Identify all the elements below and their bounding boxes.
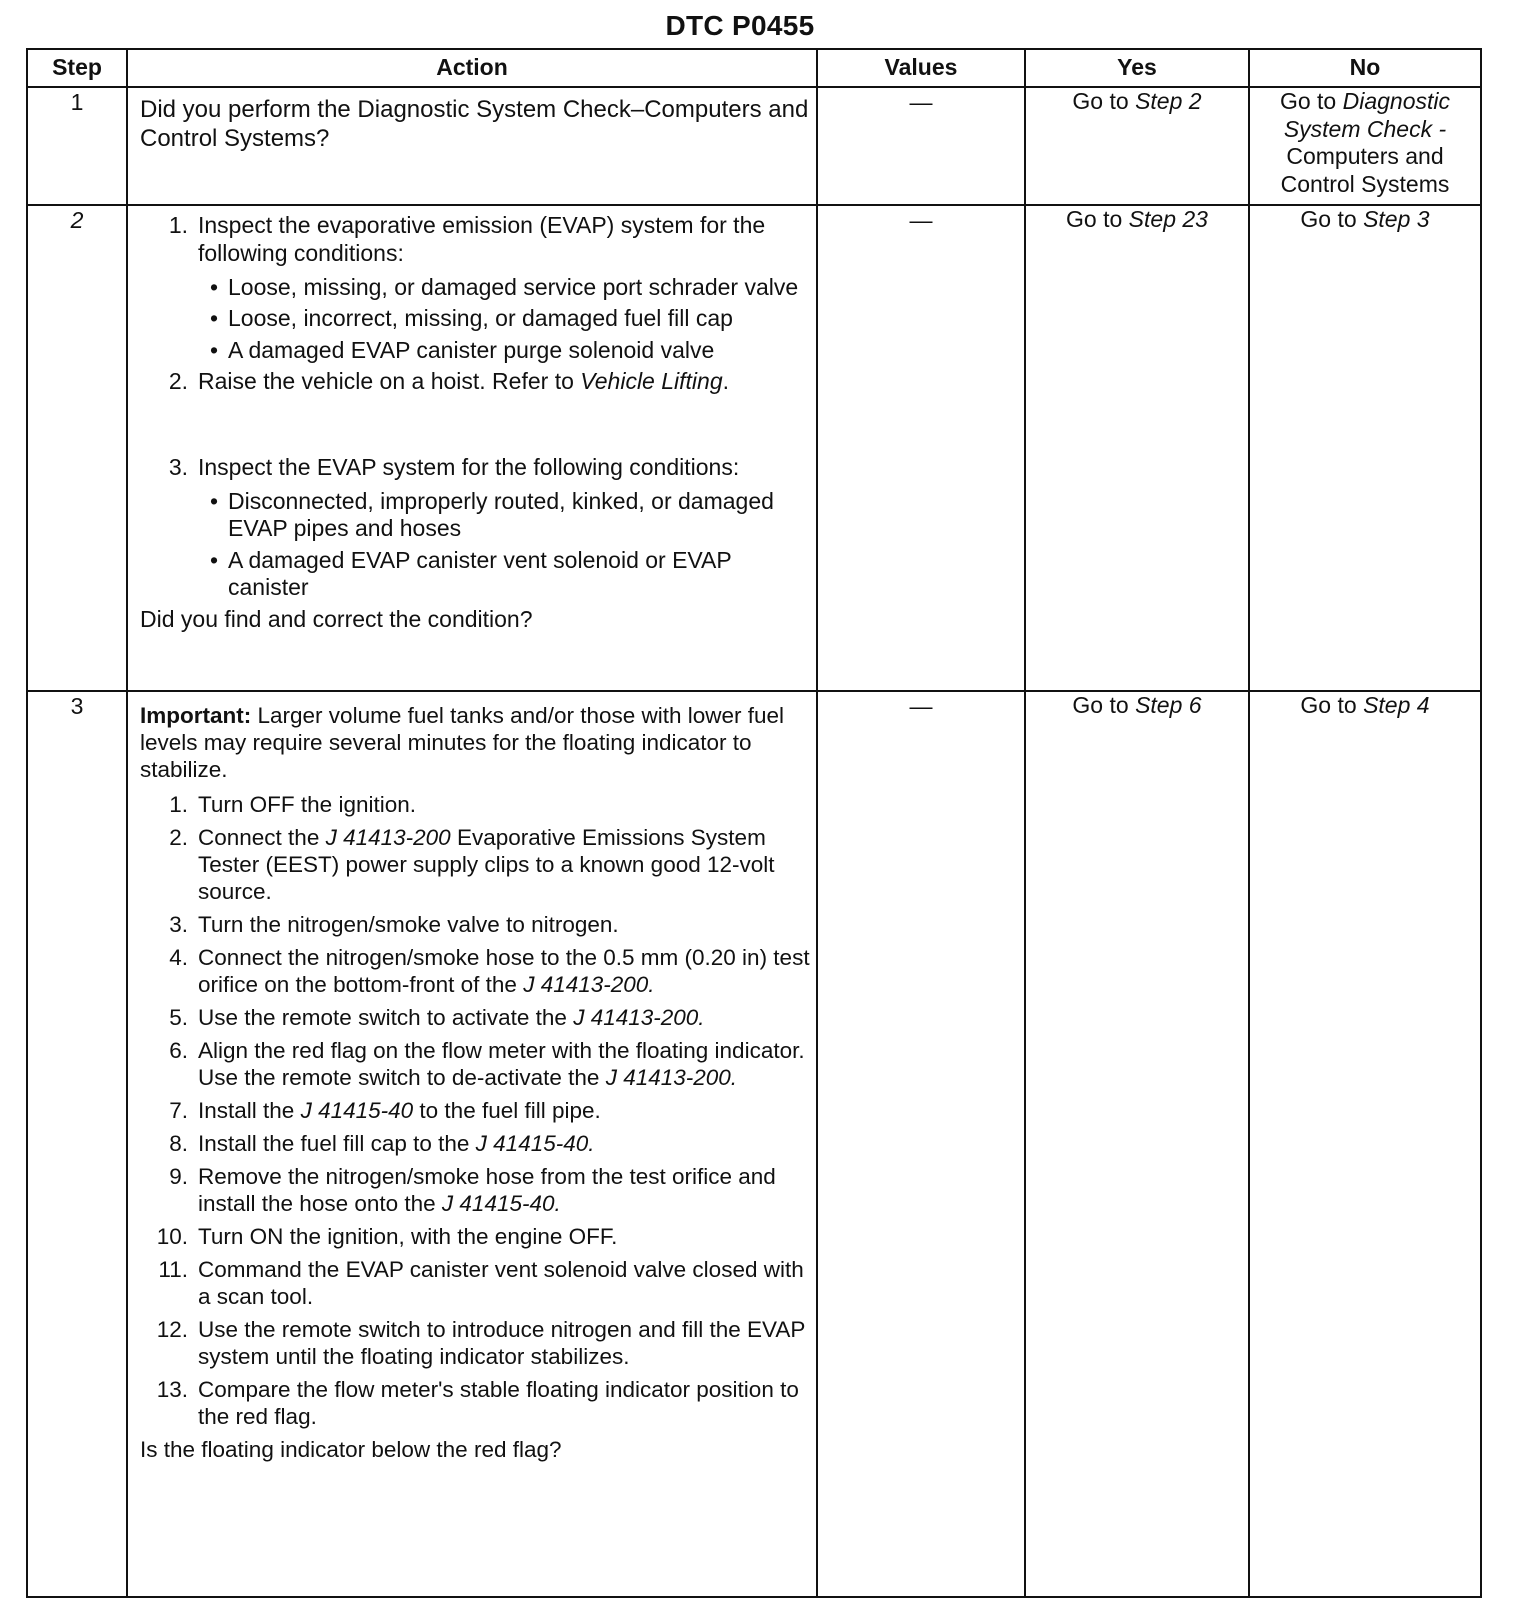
list-text-pre: Align the red flag on the flow meter with the floating indicator. Use the remote switch to de-activate the	[198, 1038, 805, 1091]
list-number: 3.	[169, 912, 188, 938]
vehicle-lifting-link[interactable]: Vehicle Lifting	[580, 368, 723, 395]
list-item	[140, 1097, 810, 1124]
yes-prefix: Go to	[1072, 88, 1136, 114]
list-text	[198, 791, 810, 818]
list-text	[198, 1256, 810, 1310]
list-item	[140, 368, 810, 396]
page-title: DTC P0455	[665, 10, 815, 41]
list-text-post: Evaporative Emissions System Tester (EEST) power supply clips to a known good 12-volt source.	[198, 825, 775, 905]
list-item	[140, 1163, 810, 1217]
list-text	[198, 1130, 810, 1157]
list-number: 11.	[158, 1257, 188, 1283]
list-number: 5.	[169, 1005, 188, 1031]
procedure-list	[140, 791, 810, 1430]
step-number: 3	[27, 691, 127, 1597]
step-action	[127, 205, 817, 691]
bullet-text: A damaged EVAP canister purge solenoid valve	[228, 336, 715, 363]
list-number: 2.	[169, 825, 188, 851]
header-yes: Yes	[1025, 49, 1249, 87]
list-text	[198, 1316, 810, 1370]
list-item	[140, 212, 810, 267]
diagnostic-table	[26, 48, 1482, 1598]
bullet-icon: •	[209, 546, 219, 573]
bullet-text: Disconnected, improperly routed, kinked, or damaged EVAP pipes and hoses	[228, 487, 774, 542]
list-text-pre: Compare the flow meter's stable floating indicator position to the red flag.	[198, 1377, 799, 1430]
step-number-text: 2	[70, 207, 84, 234]
list-number: 10.	[156, 1224, 188, 1250]
no-link[interactable]: Step 3	[1363, 206, 1430, 233]
list-item	[140, 1130, 810, 1157]
table-row	[27, 87, 1481, 205]
list-item	[140, 1376, 810, 1430]
yes-prefix: Go to	[1066, 206, 1129, 233]
list-item	[140, 791, 810, 818]
list-item	[140, 824, 810, 905]
no-link[interactable]: Diagnostic System Check -	[1283, 88, 1451, 142]
yes-cell	[1025, 87, 1249, 205]
list-text-pre: Turn ON the ignition, with the engine OFF.	[198, 1224, 618, 1250]
step-action	[127, 87, 817, 205]
tool-reference-link[interactable]: J 41413-200.	[605, 1065, 738, 1091]
yes-link[interactable]: Step 2	[1135, 88, 1202, 114]
list-number: 1.	[169, 792, 188, 818]
tool-reference-link[interactable]: J 41415-40.	[441, 1191, 561, 1217]
table-row	[27, 205, 1481, 691]
list-text-pre: Command the EVAP canister vent solenoid valve closed with a scan tool.	[198, 1257, 804, 1310]
list-text-pre: Connect the	[198, 825, 326, 851]
list-text	[198, 1004, 810, 1031]
list-text	[198, 824, 810, 905]
list-text-pre: Use the remote switch to introduce nitrogen and fill the EVAP system until the floating indicator stabilizes.	[198, 1317, 805, 1370]
list-text	[198, 368, 810, 396]
yes-cell	[1025, 205, 1249, 691]
header-row	[27, 49, 1481, 87]
no-cell	[1249, 205, 1481, 691]
important-text: Larger volume fuel tanks and/or those with lower fuel levels may require several minutes for the floating indicator to stabilize.	[140, 703, 785, 783]
action-text: Did you perform the Diagnostic System Check–Computers and Control Systems?	[140, 96, 809, 152]
tool-reference-link[interactable]: J 41415-40	[300, 1098, 414, 1124]
list-item	[140, 1256, 810, 1310]
list-text	[198, 1037, 810, 1091]
step-number	[27, 205, 127, 691]
yes-link[interactable]: Step 6	[1135, 692, 1202, 719]
list-item	[140, 1223, 810, 1250]
no-link[interactable]: Step 4	[1363, 692, 1430, 719]
step-question: Is the floating indicator below the red flag?	[140, 1437, 562, 1463]
bullet-icon: •	[209, 487, 219, 514]
list-number: 13.	[156, 1377, 188, 1403]
bullet-icon: •	[209, 305, 219, 332]
list-text-pre: Install the	[198, 1098, 301, 1124]
list-number: 7.	[169, 1098, 188, 1124]
list-number: 4.	[169, 945, 188, 971]
header-no: No	[1249, 49, 1481, 87]
list-item	[140, 944, 810, 998]
table-row	[27, 691, 1481, 1597]
list-number: 12.	[156, 1317, 188, 1343]
list-number: 2.	[168, 368, 188, 395]
list-number: 3.	[168, 453, 188, 480]
no-cell	[1249, 87, 1481, 205]
tool-reference-link[interactable]: J 41413-200.	[523, 972, 655, 998]
list-text-pre: Remove the nitrogen/smoke hose from the test orifice and install the hose onto the	[198, 1164, 776, 1217]
list-text	[198, 1097, 810, 1124]
step-values: —	[817, 205, 1025, 691]
list-item	[140, 454, 810, 482]
bullet-item	[200, 488, 810, 543]
important-note	[140, 702, 810, 783]
list-text	[198, 1163, 810, 1217]
important-label: Important:	[140, 703, 252, 729]
bullet-icon: •	[209, 336, 219, 363]
step-number: 1	[27, 87, 127, 205]
list-number: 9.	[169, 1164, 188, 1190]
no-cell	[1249, 691, 1481, 1597]
list-item	[140, 911, 810, 938]
list-text-post: .	[722, 368, 730, 395]
list-text: Inspect the evaporative emission (EVAP) system for the following conditions:	[198, 212, 766, 266]
tool-reference-link[interactable]: J 41413-200	[325, 825, 451, 851]
list-text-pre: Use the remote switch to activate the	[198, 1005, 574, 1031]
list-text	[198, 1223, 810, 1250]
list-item	[140, 1316, 810, 1370]
bullet-text: Loose, incorrect, missing, or damaged fuel fill cap	[228, 305, 733, 332]
list-text-post: to the fuel fill pipe.	[413, 1098, 601, 1124]
list-text	[198, 911, 810, 938]
tool-reference-link[interactable]: J 41413-200.	[573, 1005, 705, 1031]
list-number: 6.	[169, 1038, 188, 1064]
list-text: Inspect the EVAP system for the following conditions:	[198, 453, 740, 480]
yes-prefix: Go to	[1072, 692, 1136, 719]
bullet-item	[200, 274, 810, 302]
yes-link[interactable]: Step 23	[1128, 206, 1208, 233]
list-text-pre: Turn the nitrogen/smoke valve to nitrogen.	[198, 912, 619, 938]
header-values: Values	[817, 49, 1025, 87]
bullet-icon: •	[209, 273, 219, 300]
step-question: Did you find and correct the condition?	[140, 605, 533, 632]
list-number: 8.	[169, 1131, 188, 1157]
bullet-item	[200, 305, 810, 333]
yes-cell	[1025, 691, 1249, 1597]
no-prefix: Go to	[1300, 692, 1364, 719]
no-prefix: Go to	[1300, 206, 1364, 233]
step-values: —	[817, 691, 1025, 1597]
tool-reference-link[interactable]: J 41415-40.	[475, 1131, 595, 1157]
list-number: 1.	[168, 212, 188, 239]
bullet-item	[200, 547, 810, 602]
no-prefix: Go to	[1279, 88, 1343, 114]
header-action: Action	[127, 49, 817, 87]
list-item	[140, 1037, 810, 1091]
bullet-text: Loose, missing, or damaged service port schrader valve	[228, 273, 799, 300]
list-text-pre: Raise the vehicle on a hoist. Refer to	[198, 368, 581, 395]
no-suffix: Computers and Control Systems	[1280, 143, 1450, 197]
step-values: —	[817, 87, 1025, 205]
list-text-pre: Connect the nitrogen/smoke hose to the 0.5 mm (0.20 in) test orifice on the bottom-front of the	[198, 945, 810, 998]
list-text	[198, 944, 810, 998]
header-step: Step	[27, 49, 127, 87]
list-text-pre: Turn OFF the ignition.	[198, 792, 417, 818]
step-action	[127, 691, 817, 1597]
list-item	[140, 1004, 810, 1031]
list-text	[198, 1376, 810, 1430]
list-text-pre: Install the fuel fill cap to the	[198, 1131, 476, 1157]
bullet-item	[200, 337, 810, 365]
bullet-text: A damaged EVAP canister vent solenoid or EVAP canister	[228, 546, 732, 601]
